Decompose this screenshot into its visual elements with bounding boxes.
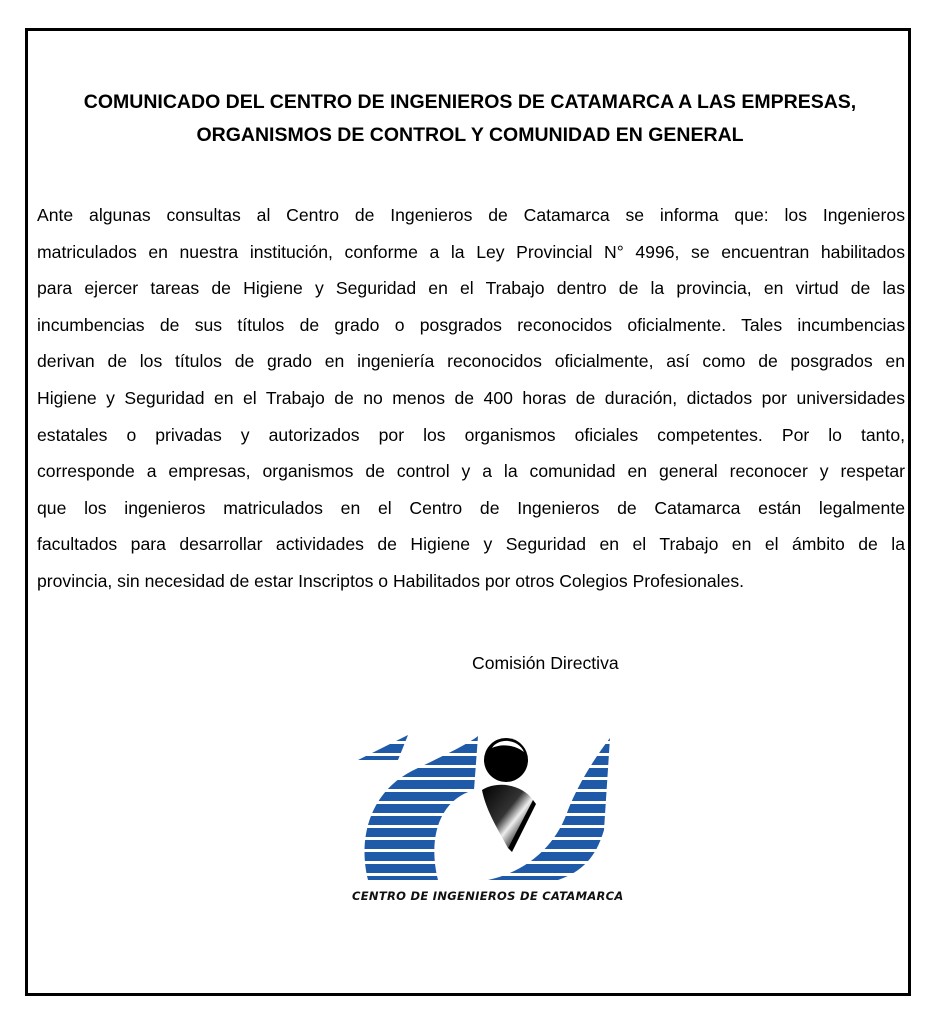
centro-de-ingenieros-logo-icon [358, 730, 616, 908]
title-line: COMUNICADO DEL CENTRO DE INGENIEROS DE CATAMARCA A LAS EMPRESAS, [83, 91, 857, 113]
body-line: incumbencias de sus títulos de grado o posgrados reconocidos oficialmente. Tales incumbencias [37, 314, 905, 335]
body-line: Ante algunas consultas al Centro de Ingenieros de Catamarca se informa que: los Ingenieros [37, 205, 905, 225]
body-line: facultados para desarrollar actividades de Higiene y Seguridad en el Trabajo en el ámbito de la [37, 534, 905, 555]
title-line: ORGANISMOS DE CONTROL Y COMUNIDAD EN GENERAL [196, 124, 744, 146]
logo-caption: CENTRO DE INGENIEROS DE CATAMARCA [352, 889, 624, 903]
document-body [37, 197, 905, 600]
body-line: derivan de los títulos de grado en ingeniería reconocidos oficialmente, así como de posgrados en [37, 351, 905, 372]
body-line: para ejercer tareas de Higiene y Seguridad en el Trabajo dentro de la provincia, en virtud de las [37, 278, 905, 299]
body-line: matriculados en nuestra institución, conforme a la Ley Provincial N° 4996, se encuentran habilitados [37, 241, 905, 262]
body-line: provincia, sin necesidad de estar Inscriptos o Habilitados por otros Colegios Profesionales. [37, 570, 745, 591]
body-line: estatales o privadas y autorizados por los organismos oficiales competentes. Por lo tanto, [37, 424, 905, 445]
body-line: corresponde a empresas, organismos de control y a la comunidad en general reconocer y respetar [37, 461, 905, 482]
body-line: que los ingenieros matriculados en el Centro de Ingenieros de Catamarca están legalmente [37, 497, 905, 518]
signature: Comisión Directiva [472, 653, 619, 673]
document-title [40, 86, 900, 152]
body-line: Higiene y Seguridad en el Trabajo de no menos de 400 horas de duración, dictados por universidades [37, 387, 905, 408]
